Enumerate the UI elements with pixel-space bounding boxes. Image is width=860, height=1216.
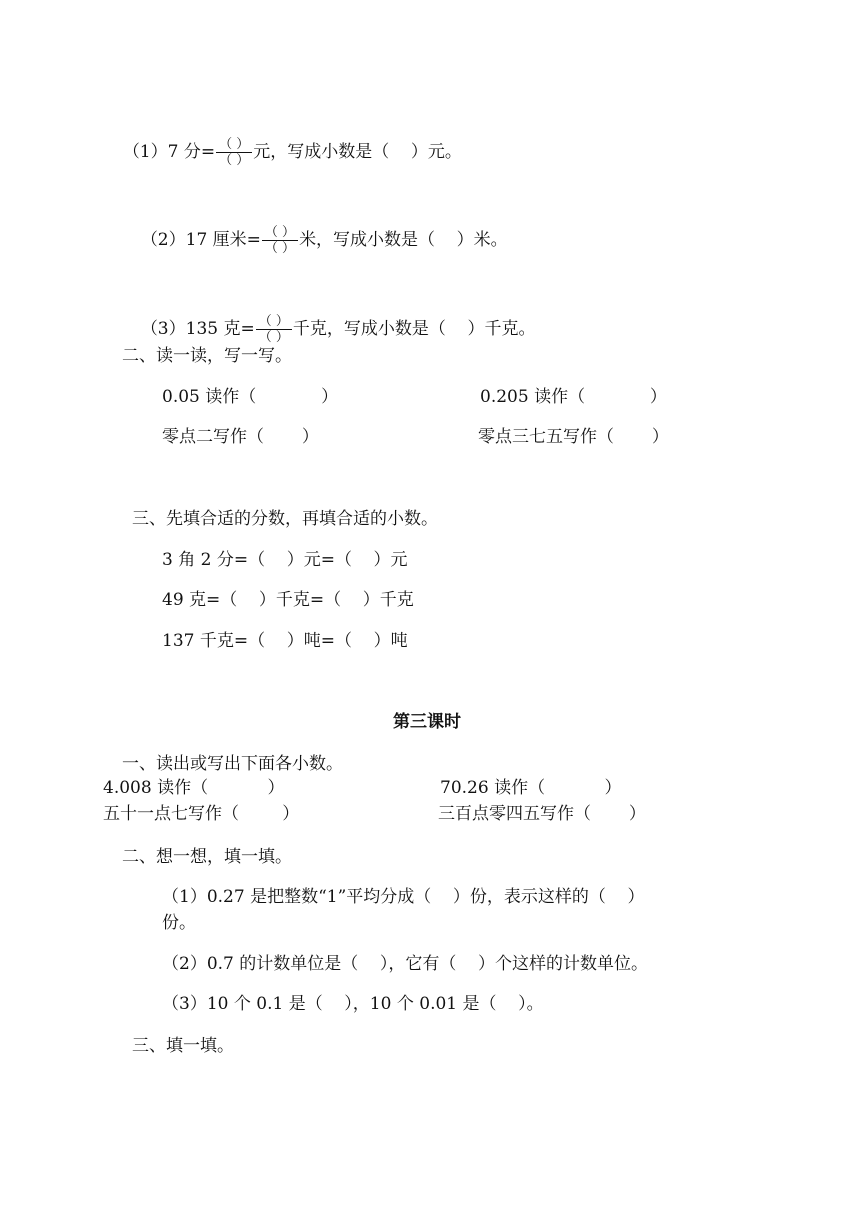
- read-item[interactable]: 0.205 读作（ ）: [480, 387, 667, 407]
- write-item[interactable]: 零点二写作（ ）: [162, 427, 319, 447]
- question-1: [112, 115, 462, 168]
- lesson-3-section-3-heading: 三、填一填。: [132, 1036, 234, 1056]
- numerator-blank[interactable]: （ ）: [216, 137, 252, 153]
- denominator-blank[interactable]: （ ）: [219, 153, 250, 168]
- fraction-blank[interactable]: [216, 137, 252, 168]
- denominator-blank[interactable]: （ ）: [258, 330, 289, 345]
- denominator-blank[interactable]: （ ）: [264, 241, 296, 256]
- fill-question-3[interactable]: （3）10 个 0.1 是（ ），10 个 0.01 是（ ）。: [162, 994, 544, 1014]
- write-item[interactable]: 五十一点七写作（ ）: [103, 804, 300, 824]
- question-1-prefix: （1）7 分=: [122, 142, 216, 162]
- lesson-3-section-1-heading: 一、读出或写出下面各小数。: [122, 754, 343, 774]
- fraction-blank[interactable]: [262, 225, 298, 256]
- conversion-item[interactable]: 137 千克=（ ）吨=（ ）吨: [162, 631, 408, 651]
- question-3-prefix: （3）135 克=: [140, 319, 255, 339]
- conversion-item[interactable]: 3 角 2 分=（ ）元=（ ）元: [162, 550, 408, 570]
- read-item[interactable]: 70.26 读作（ ）: [440, 778, 622, 798]
- lesson-3-section-2-heading: 二、想一想，填一填。: [122, 847, 292, 867]
- question-2: [130, 203, 508, 256]
- read-item[interactable]: 4.008 读作（ ）: [103, 778, 285, 798]
- lesson-title: 第三课时: [393, 712, 461, 732]
- question-1-suffix: 元，写成小数是（ ）元。: [253, 142, 462, 162]
- section-2-heading: 二、读一读，写一写。: [122, 346, 292, 366]
- conversion-item[interactable]: 49 克=（ ）千克=（ ）千克: [162, 590, 414, 610]
- numerator-blank[interactable]: （ ）: [256, 314, 292, 330]
- write-item[interactable]: 零点三七五写作（ ）: [478, 427, 669, 447]
- fraction-blank[interactable]: [256, 314, 292, 345]
- question-3-suffix: 千克，写成小数是（ ）千克。: [292, 319, 536, 339]
- question-2-suffix: 米，写成小数是（ ）米。: [299, 230, 508, 250]
- write-item[interactable]: 三百点零四五写作（ ）: [438, 804, 646, 824]
- fill-question-2[interactable]: （2）0.7 的计数单位是（ ），它有（ ）个这样的计数单位。: [162, 954, 648, 974]
- question-2-prefix: （2）17 厘米=: [140, 230, 261, 250]
- fill-question-1[interactable]: （1）0.27 是把整数“1”平均分成（ ）份，表示这样的（ ）: [162, 887, 645, 907]
- question-3: [130, 292, 536, 345]
- fill-question-1-continued: 份。: [162, 913, 196, 933]
- numerator-blank[interactable]: （ ）: [262, 225, 298, 241]
- section-3-heading: 三、先填合适的分数，再填合适的小数。: [132, 509, 438, 529]
- read-item[interactable]: 0.05 读作（ ）: [162, 387, 339, 407]
